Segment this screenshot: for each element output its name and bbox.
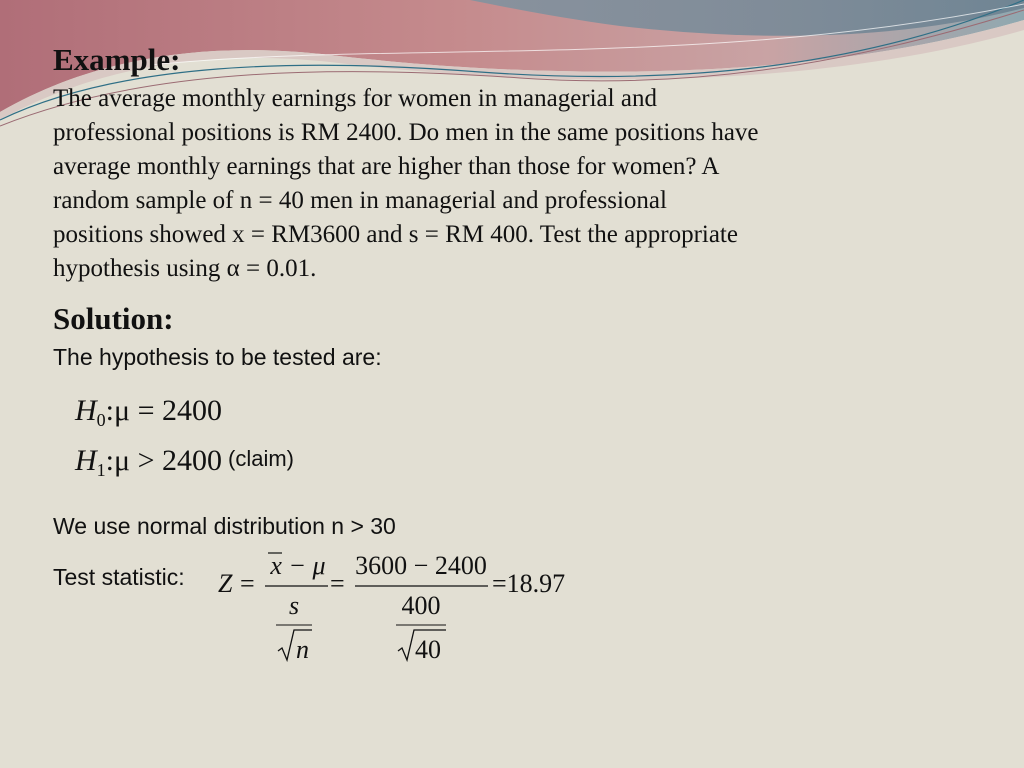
hypothesis-symbol: H [75, 394, 97, 427]
normal-distribution-note: We use normal distribution n > 30 [53, 513, 396, 539]
problem-line: hypothesis using α = 0.01. [53, 255, 317, 282]
null-hypothesis [75, 393, 222, 438]
formula-denominator-400: 400 [401, 591, 441, 620]
problem-line: positions showed x = RM3600 and s = RM 400. Test the appropriate [53, 221, 738, 248]
formula-result: =18.97 [492, 569, 566, 598]
formula-numerator-values: 3600 − 2400 [355, 551, 487, 580]
hypothesis-subscript: 1 [96, 460, 106, 480]
formula-denominator-s: s [288, 591, 300, 620]
problem-line: average monthly earnings that are higher than those for women? A [53, 153, 720, 180]
problem-line: random sample of n = 40 men in managerial and professional [53, 187, 667, 214]
formula-numerator-symbolic: x − μ [270, 551, 326, 580]
test-statistic-formula [210, 548, 590, 668]
formula-denominator-40: 40 [415, 635, 441, 664]
alternative-hypothesis [75, 441, 294, 488]
formula-denominator-n: n [296, 635, 309, 664]
formula-z: Z [218, 569, 233, 598]
example-heading: Example: [53, 42, 181, 77]
hypothesis-symbol: H [75, 444, 97, 477]
problem-line: The average monthly earnings for women in managerial and [53, 85, 657, 112]
test-statistic-label: Test statistic: [53, 564, 185, 590]
hypothesis-relation: :μ = 2400 [105, 394, 223, 427]
problem-statement [53, 82, 933, 286]
formula-equals-1: = [240, 569, 255, 598]
hypothesis-intro: The hypothesis to be tested are: [53, 344, 382, 370]
problem-line: professional positions is RM 2400. Do men in the same positions have [53, 119, 759, 146]
solution-heading: Solution: [53, 301, 174, 336]
claim-note: (claim) [228, 446, 295, 471]
hypothesis-subscript: 0 [96, 410, 106, 430]
hypothesis-relation: :μ > 2400 [105, 444, 223, 477]
formula-equals-2: = [330, 569, 345, 598]
